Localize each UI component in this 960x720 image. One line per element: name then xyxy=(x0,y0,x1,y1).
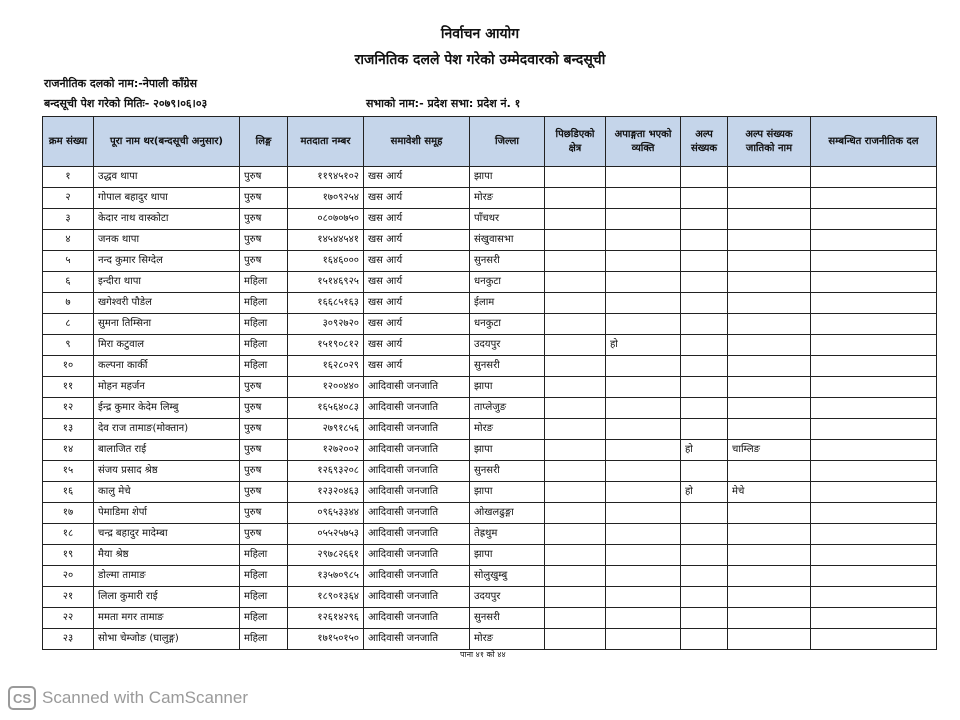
table-cell xyxy=(811,314,937,335)
table-cell xyxy=(545,461,606,482)
table-row xyxy=(43,398,937,419)
table-row xyxy=(43,566,937,587)
table-cell: २३ xyxy=(43,629,94,650)
table-cell xyxy=(606,608,681,629)
table-cell: झापा xyxy=(470,377,545,398)
table-cell: जनक थापा xyxy=(94,230,240,251)
table-cell xyxy=(728,314,811,335)
table-cell: ईन्द्र कुमार केदेम लिम्बु xyxy=(94,398,240,419)
table-cell xyxy=(681,503,728,524)
column-header: पिछडिएको क्षेत्र xyxy=(545,117,606,167)
assembly-name: सभाको नाम:- प्रदेश सभा: प्रदेश नं. १ xyxy=(366,97,521,110)
table-cell: १२ xyxy=(43,398,94,419)
table-cell xyxy=(681,377,728,398)
table-cell: १४ xyxy=(43,440,94,461)
table-cell xyxy=(681,524,728,545)
table-cell: खस आर्य xyxy=(364,167,470,188)
table-cell: ३ xyxy=(43,209,94,230)
table-cell: आदिवासी जनजाति xyxy=(364,524,470,545)
party-name: राजनीतिक दलको नाम:-नेपाली काँग्रेस xyxy=(44,77,198,90)
table-cell xyxy=(545,167,606,188)
table-cell xyxy=(545,419,606,440)
table-row xyxy=(43,608,937,629)
table-cell xyxy=(811,419,937,440)
table-cell: १७०९२५४ xyxy=(288,188,364,209)
table-cell: खस आर्य xyxy=(364,314,470,335)
table-cell: उद्धव थापा xyxy=(94,167,240,188)
table-cell xyxy=(681,335,728,356)
table-cell xyxy=(681,629,728,650)
table-cell: ७ xyxy=(43,293,94,314)
table-cell: लिला कुमारी राई xyxy=(94,587,240,608)
table-cell: महिला xyxy=(240,293,288,314)
table-cell: १३ xyxy=(43,419,94,440)
table-header-row xyxy=(43,117,937,167)
table-cell: पुरुष xyxy=(240,377,288,398)
table-cell xyxy=(811,461,937,482)
table-cell: १७१५०१५० xyxy=(288,629,364,650)
table-cell: ८ xyxy=(43,314,94,335)
table-cell xyxy=(545,587,606,608)
table-row xyxy=(43,587,937,608)
table-cell: खस आर्य xyxy=(364,356,470,377)
table-cell xyxy=(811,335,937,356)
table-cell xyxy=(606,461,681,482)
table-cell: १८ xyxy=(43,524,94,545)
table-cell: झापा xyxy=(470,167,545,188)
table-cell: आदिवासी जनजाति xyxy=(364,440,470,461)
table-cell: मेचे xyxy=(728,482,811,503)
table-cell xyxy=(606,230,681,251)
table-cell xyxy=(811,545,937,566)
table-cell xyxy=(811,377,937,398)
column-header: सम्बन्धित राजनीतिक दल xyxy=(811,117,937,167)
table-cell xyxy=(606,188,681,209)
table-cell: १२६९३२०८ xyxy=(288,461,364,482)
table-row xyxy=(43,209,937,230)
table-cell: महिला xyxy=(240,587,288,608)
table-cell: झापा xyxy=(470,440,545,461)
table-cell xyxy=(728,209,811,230)
table-cell: ११ xyxy=(43,377,94,398)
table-cell: इन्दीरा थापा xyxy=(94,272,240,293)
table-row xyxy=(43,251,937,272)
column-header: लिङ्ग xyxy=(240,117,288,167)
table-cell xyxy=(811,524,937,545)
table-cell: धनकुटा xyxy=(470,314,545,335)
table-cell: मोरङ xyxy=(470,188,545,209)
table-cell: हो xyxy=(681,482,728,503)
table-cell: कालु मेचे xyxy=(94,482,240,503)
column-header: क्रम संख्या xyxy=(43,117,94,167)
column-header: जिल्ला xyxy=(470,117,545,167)
table-cell xyxy=(811,398,937,419)
table-cell: सुनसरी xyxy=(470,461,545,482)
table-cell: १६२८०२९ xyxy=(288,356,364,377)
table-cell: ममता मगर तामाङ xyxy=(94,608,240,629)
table-cell: ०५५२५७५३ xyxy=(288,524,364,545)
table-cell: पुरुष xyxy=(240,419,288,440)
table-cell: १६ xyxy=(43,482,94,503)
table-cell: आदिवासी जनजाति xyxy=(364,377,470,398)
table-cell: चाम्लिङ xyxy=(728,440,811,461)
candidate-table xyxy=(42,116,937,650)
table-cell: खगेश्वरी पौडेल xyxy=(94,293,240,314)
table-cell xyxy=(606,251,681,272)
table-cell: आदिवासी जनजाति xyxy=(364,608,470,629)
table-cell: खस आर्य xyxy=(364,335,470,356)
table-cell: ४ xyxy=(43,230,94,251)
camscanner-watermark xyxy=(8,686,248,710)
table-cell xyxy=(681,419,728,440)
table-row xyxy=(43,167,937,188)
table-cell: आदिवासी जनजाति xyxy=(364,545,470,566)
table-cell xyxy=(545,608,606,629)
table-cell xyxy=(811,356,937,377)
table-cell: १६६८५१६३ xyxy=(288,293,364,314)
table-cell xyxy=(728,461,811,482)
table-cell: खस आर्य xyxy=(364,251,470,272)
table-cell: २७९१८५६ xyxy=(288,419,364,440)
column-header: अल्प संख्यक जातिको नाम xyxy=(728,117,811,167)
table-cell xyxy=(545,629,606,650)
table-cell: झापा xyxy=(470,545,545,566)
table-cell: आदिवासी जनजाति xyxy=(364,398,470,419)
table-row xyxy=(43,440,937,461)
table-cell: पुरुष xyxy=(240,503,288,524)
table-cell: महिला xyxy=(240,545,288,566)
table-cell xyxy=(545,377,606,398)
column-header: अल्प संख्यक xyxy=(681,117,728,167)
table-cell: आदिवासी जनजाति xyxy=(364,566,470,587)
table-cell: हो xyxy=(606,335,681,356)
table-cell: तेह्रथुम xyxy=(470,524,545,545)
table-cell xyxy=(811,188,937,209)
table-cell: नन्द कुमार सिग्देल xyxy=(94,251,240,272)
table-cell xyxy=(606,440,681,461)
table-cell: १५१९०८१२ xyxy=(288,335,364,356)
table-cell: २ xyxy=(43,188,94,209)
table-row xyxy=(43,503,937,524)
table-cell xyxy=(728,503,811,524)
table-cell: महिला xyxy=(240,356,288,377)
table-cell xyxy=(606,377,681,398)
table-row xyxy=(43,629,937,650)
table-cell: १९ xyxy=(43,545,94,566)
table-row xyxy=(43,335,937,356)
table-cell: महिला xyxy=(240,629,288,650)
table-cell xyxy=(811,272,937,293)
table-cell xyxy=(811,293,937,314)
table-cell xyxy=(681,398,728,419)
table-cell: आदिवासी जनजाति xyxy=(364,482,470,503)
table-cell xyxy=(728,335,811,356)
table-cell xyxy=(681,293,728,314)
table-row xyxy=(43,230,937,251)
table-cell: सुमना तिम्सिना xyxy=(94,314,240,335)
table-cell: खस आर्य xyxy=(364,272,470,293)
table-cell xyxy=(728,356,811,377)
table-cell xyxy=(811,251,937,272)
table-cell: खस आर्य xyxy=(364,293,470,314)
table-cell xyxy=(606,398,681,419)
table-cell: खस आर्य xyxy=(364,188,470,209)
submission-date: बन्दसूची पेश गरेको मितिः- २०७९।०६।०३ xyxy=(44,97,208,110)
table-cell: १५ xyxy=(43,461,94,482)
table-cell xyxy=(545,566,606,587)
table-cell xyxy=(811,629,937,650)
table-row xyxy=(43,482,937,503)
table-row xyxy=(43,356,937,377)
table-cell: महिला xyxy=(240,335,288,356)
table-cell: पुरुष xyxy=(240,209,288,230)
table-cell: खस आर्य xyxy=(364,230,470,251)
table-cell xyxy=(681,314,728,335)
table-cell: पुरुष xyxy=(240,440,288,461)
table-cell: आदिवासी जनजाति xyxy=(364,587,470,608)
table-cell xyxy=(728,608,811,629)
table-row xyxy=(43,545,937,566)
table-cell xyxy=(545,230,606,251)
table-cell: ९ xyxy=(43,335,94,356)
table-cell: १६५६४०८३ xyxy=(288,398,364,419)
table-cell xyxy=(728,566,811,587)
table-cell xyxy=(811,566,937,587)
table-cell: २९७८२६६१ xyxy=(288,545,364,566)
table-cell xyxy=(606,545,681,566)
table-row xyxy=(43,314,937,335)
table-cell xyxy=(606,587,681,608)
table-cell: १६४६००० xyxy=(288,251,364,272)
table-row xyxy=(43,419,937,440)
table-cell xyxy=(545,293,606,314)
table-cell xyxy=(606,293,681,314)
table-cell xyxy=(811,167,937,188)
table-cell xyxy=(728,272,811,293)
table-cell xyxy=(545,482,606,503)
table-cell: १३५७०९८५ xyxy=(288,566,364,587)
table-cell xyxy=(811,482,937,503)
table-cell: ०९६५३३४४ xyxy=(288,503,364,524)
table-cell xyxy=(681,230,728,251)
table-cell xyxy=(545,524,606,545)
table-cell: ३०९२७२० xyxy=(288,314,364,335)
table-cell xyxy=(545,314,606,335)
table-cell: मोरङ xyxy=(470,419,545,440)
table-cell xyxy=(681,209,728,230)
table-cell: ५ xyxy=(43,251,94,272)
table-cell xyxy=(681,461,728,482)
table-cell xyxy=(728,230,811,251)
table-cell: पुरुष xyxy=(240,524,288,545)
table-cell: पुरुष xyxy=(240,188,288,209)
table-cell: मैया श्रेष्ठ xyxy=(94,545,240,566)
page-subtitle: राजनितिक दलले पेश गरेको उम्मेदवारको बन्दसूची xyxy=(354,52,606,68)
table-cell: महिला xyxy=(240,608,288,629)
column-header: समावेशी समूह xyxy=(364,117,470,167)
table-cell: आदिवासी जनजाति xyxy=(364,629,470,650)
table-cell: कल्पना कार्की xyxy=(94,356,240,377)
table-cell: महिला xyxy=(240,314,288,335)
table-cell xyxy=(728,629,811,650)
page-number-note: पाना ४१ को ४४ xyxy=(460,650,506,659)
table-cell: पेमाडिमा शेर्पा xyxy=(94,503,240,524)
table-cell xyxy=(606,629,681,650)
table-cell xyxy=(545,188,606,209)
table-cell: देव राज तामाङ(मोक्तान) xyxy=(94,419,240,440)
table-row xyxy=(43,293,937,314)
table-cell: पाँचथर xyxy=(470,209,545,230)
table-cell xyxy=(606,209,681,230)
table-cell xyxy=(728,188,811,209)
table-cell xyxy=(728,398,811,419)
table-cell: पुरुष xyxy=(240,230,288,251)
watermark-text: Scanned with CamScanner xyxy=(42,688,249,707)
table-cell: मिरा कटुवाल xyxy=(94,335,240,356)
table-cell xyxy=(606,356,681,377)
table-cell xyxy=(728,524,811,545)
table-cell: १ xyxy=(43,167,94,188)
table-cell: सुनसरी xyxy=(470,608,545,629)
table-cell xyxy=(545,209,606,230)
table-row xyxy=(43,524,937,545)
table-cell: मोरङ xyxy=(470,629,545,650)
table-cell: १० xyxy=(43,356,94,377)
table-cell: आदिवासी जनजाति xyxy=(364,503,470,524)
table-cell xyxy=(545,356,606,377)
table-cell xyxy=(606,503,681,524)
table-cell: महिला xyxy=(240,272,288,293)
table-cell: पुरुष xyxy=(240,398,288,419)
table-cell: मोहन महर्जन xyxy=(94,377,240,398)
table-cell xyxy=(606,482,681,503)
table-cell xyxy=(681,566,728,587)
table-cell: ११९४५१०२ xyxy=(288,167,364,188)
table-cell: पुरुष xyxy=(240,167,288,188)
table-cell: सुनसरी xyxy=(470,356,545,377)
table-cell xyxy=(728,167,811,188)
table-cell: २० xyxy=(43,566,94,587)
table-cell xyxy=(811,440,937,461)
table-cell: सुनसरी xyxy=(470,251,545,272)
table-cell xyxy=(728,419,811,440)
table-cell: सोभा चेम्जोङ (घालुङ्ग) xyxy=(94,629,240,650)
table-cell: ६ xyxy=(43,272,94,293)
table-cell: ताप्लेजुङ xyxy=(470,398,545,419)
table-cell: केदार नाथ वास्कोटा xyxy=(94,209,240,230)
table-cell xyxy=(545,398,606,419)
table-cell: १८९०१३६४ xyxy=(288,587,364,608)
table-row xyxy=(43,461,937,482)
table-cell: १२००४४० xyxy=(288,377,364,398)
table-cell xyxy=(545,251,606,272)
table-body xyxy=(43,167,937,650)
table-cell: उदयपुर xyxy=(470,335,545,356)
table-cell xyxy=(545,503,606,524)
table-cell xyxy=(811,209,937,230)
column-header: अपाङ्गता भएको व्यक्ति xyxy=(606,117,681,167)
table-cell: डोल्मा तामाङ xyxy=(94,566,240,587)
table-row xyxy=(43,188,937,209)
table-cell: १७ xyxy=(43,503,94,524)
table-cell: चन्द्र बहादुर मादेम्बा xyxy=(94,524,240,545)
camscanner-logo-icon: CS xyxy=(8,686,36,710)
table-cell xyxy=(681,587,728,608)
table-cell: आदिवासी जनजाति xyxy=(364,419,470,440)
table-cell: २२ xyxy=(43,608,94,629)
table-cell xyxy=(728,587,811,608)
table-cell: पुरुष xyxy=(240,461,288,482)
table-cell: ईलाम xyxy=(470,293,545,314)
table-cell xyxy=(681,167,728,188)
table-cell xyxy=(606,566,681,587)
table-row xyxy=(43,377,937,398)
table-row xyxy=(43,272,937,293)
table-cell: पुरुष xyxy=(240,251,288,272)
table-cell: १५१४६९२५ xyxy=(288,272,364,293)
page-title: निर्वाचन आयोग xyxy=(440,26,520,42)
table-cell xyxy=(606,314,681,335)
table-cell xyxy=(606,419,681,440)
table-cell xyxy=(606,524,681,545)
table-cell: १४५४४५४१ xyxy=(288,230,364,251)
table-cell: धनकुटा xyxy=(470,272,545,293)
table-cell xyxy=(811,587,937,608)
table-cell xyxy=(728,545,811,566)
table-cell xyxy=(728,293,811,314)
table-cell: हो xyxy=(681,440,728,461)
table-cell xyxy=(545,335,606,356)
table-cell xyxy=(545,272,606,293)
table-cell: २१ xyxy=(43,587,94,608)
table-cell xyxy=(681,251,728,272)
column-header: पूरा नाम थर(बन्दसूची अनुसार) xyxy=(94,117,240,167)
table-cell xyxy=(681,608,728,629)
table-cell: सोलुखुम्बु xyxy=(470,566,545,587)
table-cell: संजय प्रसाद श्रेष्ठ xyxy=(94,461,240,482)
table-cell: ०८०७०७५० xyxy=(288,209,364,230)
table-cell xyxy=(811,230,937,251)
table-cell: आदिवासी जनजाति xyxy=(364,461,470,482)
table-cell: १२७२००२ xyxy=(288,440,364,461)
table-cell xyxy=(681,545,728,566)
table-cell: बालाजित राई xyxy=(94,440,240,461)
table-cell: ओखलढुङ्गा xyxy=(470,503,545,524)
table-cell xyxy=(811,608,937,629)
table-cell: संखुवासभा xyxy=(470,230,545,251)
table-cell: पुरुष xyxy=(240,482,288,503)
table-cell xyxy=(606,167,681,188)
table-cell xyxy=(681,356,728,377)
table-cell: खस आर्य xyxy=(364,209,470,230)
table-cell xyxy=(545,545,606,566)
table-cell xyxy=(606,272,681,293)
column-header: मतदाता नम्बर xyxy=(288,117,364,167)
table-cell: गोपाल बहादुर थापा xyxy=(94,188,240,209)
table-cell xyxy=(811,503,937,524)
table-cell: महिला xyxy=(240,566,288,587)
table-cell: झापा xyxy=(470,482,545,503)
table-cell xyxy=(681,188,728,209)
table-cell: उदयपुर xyxy=(470,587,545,608)
table-cell xyxy=(728,251,811,272)
table-cell: १२३२०४६३ xyxy=(288,482,364,503)
table-cell xyxy=(681,272,728,293)
table-cell xyxy=(545,440,606,461)
table-cell: १२६१४२९६ xyxy=(288,608,364,629)
table-cell xyxy=(728,377,811,398)
